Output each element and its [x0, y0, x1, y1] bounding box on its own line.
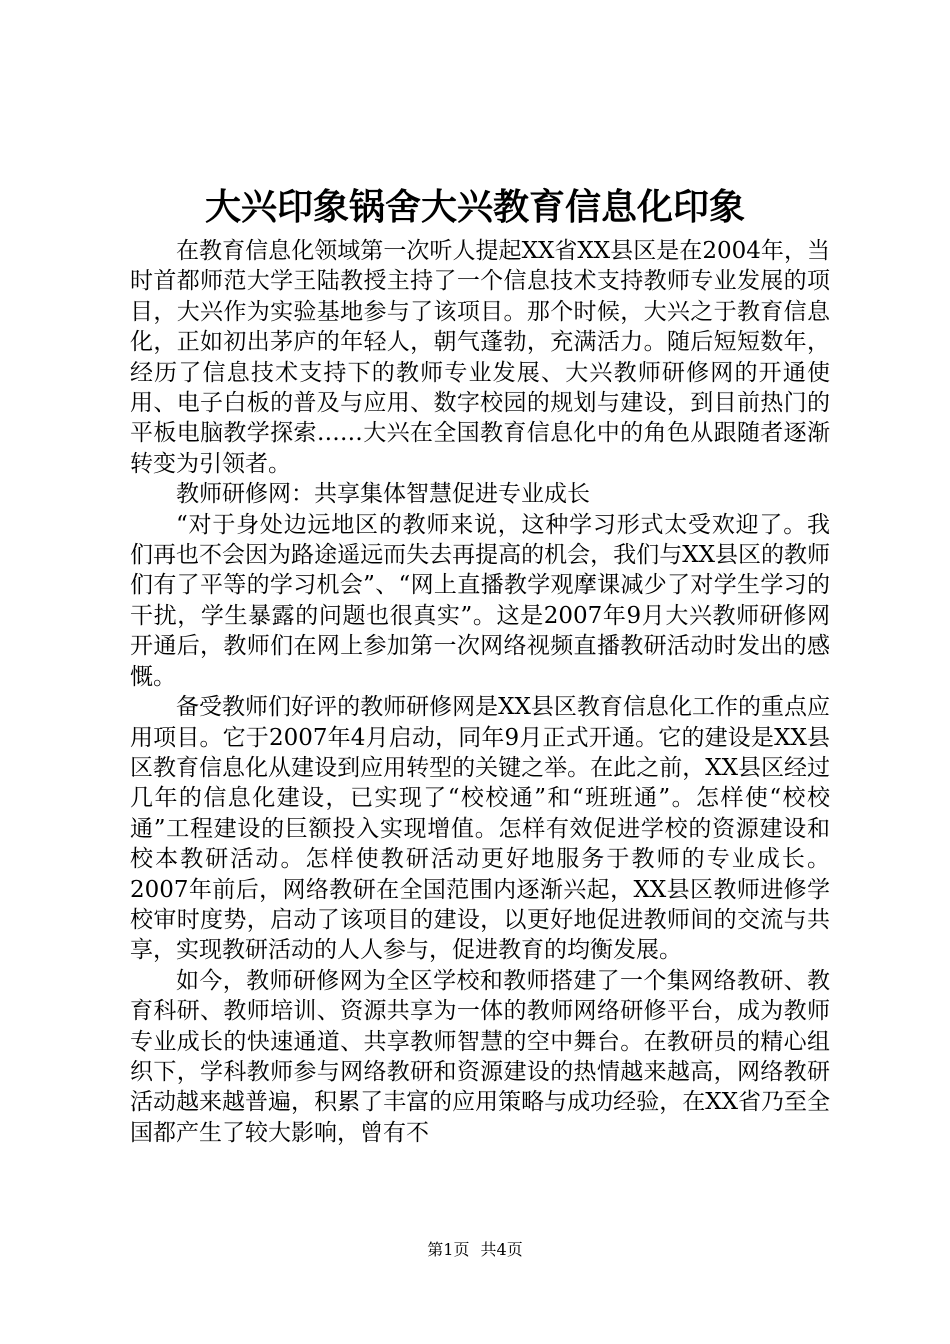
- paragraph-platform: 备受教师们好评的教师研修网是XX县区教育信息化工作的重点应用项目。它于2007年4月启动，同年9月正式开通。它的建设是XX县区教育信息化从建设到应用转型的关键之举。在此之前，XX县区经过几年的信息化建设，已实现了“校校通”和“班班通”。怎样使“校校通”工程建设的巨额投入实现增值。怎样有效促进学校的资源建设和校本教研活动。怎样使教研活动更好地服务于教师的专业成长。2007年前后，网络教研在全国范围内逐渐兴起，XX县区教师进修学校审时度势，启动了该项目的建设，以更好地促进教师间的交流与共享，实现教研活动的人人参与，促进教育的均衡发展。: [130, 694, 830, 964]
- document-title: 大兴印象锅舍大兴教育信息化印象: [204, 187, 745, 228]
- paragraph-intro: 在教育信息化领域第一次听人提起XX省XX县区是在2004年，当时首都师范大学王陆教授主持了一个信息技术支持教师专业发展的项目，大兴作为实验基地参与了该项目。那个时候，大兴之于教育信息化，正如初出茅庐的年轻人，朝气蓬勃，充满活力。随后短短数年，经历了信息技术支持下的教师专业发展、大兴教师研修网的开通使用、电子白板的普及与应用、数字校园的规划与建设，到目前热门的平板电脑教学探索……大兴在全国教育信息化中的角色从跟随者逐渐转变为引领者。: [130, 238, 830, 477]
- document-body: [130, 236, 830, 1148]
- paragraph-current: 如今，教师研修网为全区学校和教师搭建了一个集网络教研、教育科研、教师培训、资源共享为一体的教师网络研修平台，成为教师专业成长的快速通道、共享教师智慧的空中舞台。在教研员的精心组织下，学科教师参与网络教研和资源建设的热情越来越高，网络教研活动越来越普遍，积累了丰富的应用策略与成功经验，在XX省乃至全国都产生了较大影响，曾有不: [130, 967, 830, 1146]
- page-total: 共4页: [480, 1240, 523, 1259]
- paragraph-quote: “对于身处边远地区的教师来说，这种学习形式太受欢迎了。我们再也不会因为路途遥远而失去再提高的机会，我们与XX县区的教师们有了平等的学习机会”、“网上直播教学观摩课减少了对学生学习的干扰，学生暴露的问题也很真实”。这是2007年9月大兴教师研修网开通后，教师们在网上参加第一次网络视频直播教研活动时发出的感慨。: [130, 511, 830, 690]
- section-heading: 教师研修网：共享集体智慧促进专业成长: [176, 481, 590, 508]
- page-number: 第1页: [427, 1240, 470, 1259]
- page-footer: [0, 1238, 950, 1262]
